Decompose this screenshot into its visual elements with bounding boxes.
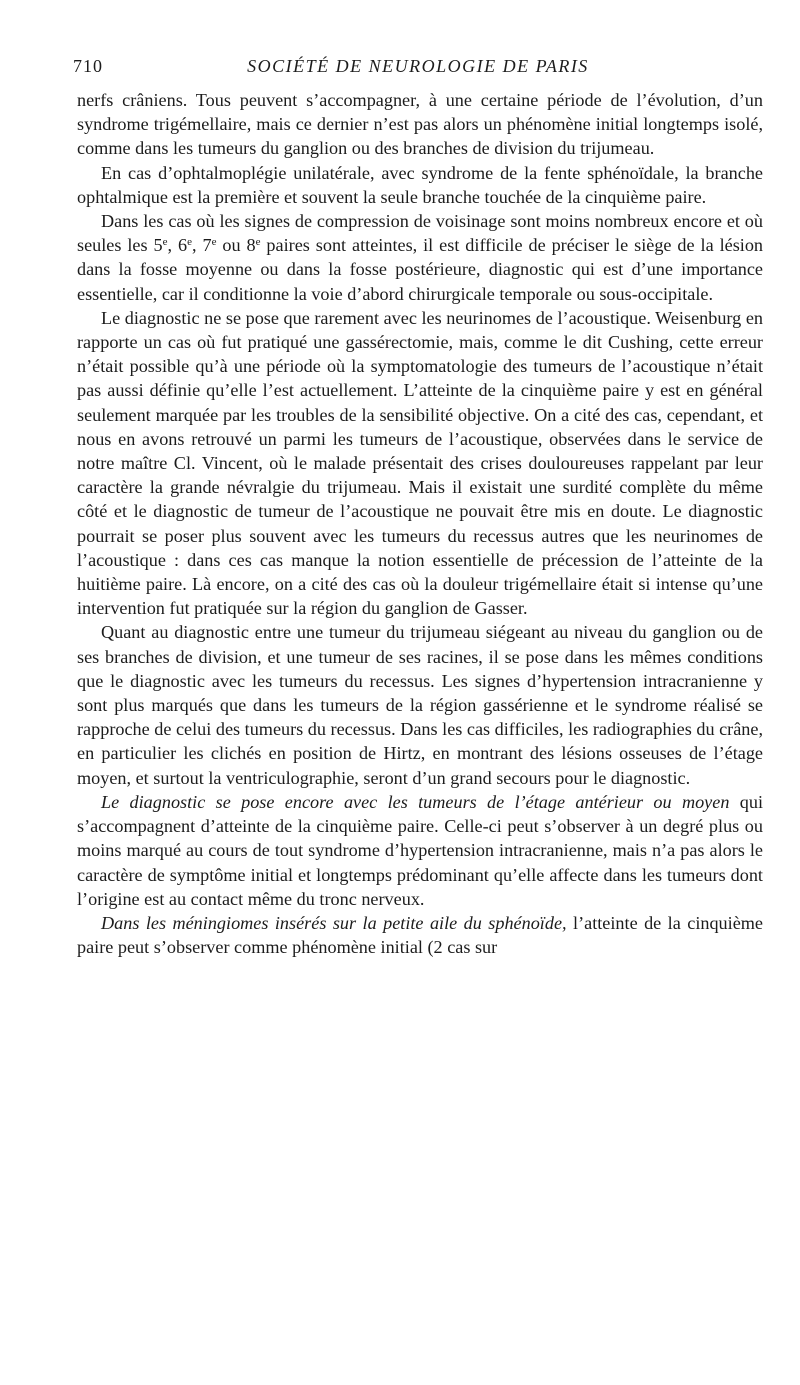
paragraph-6-italic: Le diagnostic se pose encore avec les tumeurs de l’étage antérieur ou moyen [101,791,730,812]
paragraph-3-part-2: , 6 [167,235,188,256]
paragraph-7-italic: Dans les méningiomes insérés sur la petite aile du sphénoïde, [101,912,567,933]
paragraph-3-part-3: , 7 [191,235,212,256]
paragraph-6-rest: qui s’accompagnent d’atteinte de la cinquième paire. Celle-ci peut s’observer à un degré plus ou moins marqué au cours de tout syndrome d’hypertension intracranienne, mais n’a pas alors le caractère de symptôme initial et longtemps prédominant qu’elle affecte dans les tumeurs dont l’origine est au contact même du tronc nerveux. [77,791,763,909]
paragraph-4: Le diagnostic ne se pose que rarement avec les neurinomes de l’acoustique. Weisenburg en rapporte un cas où fut pratiqué une gassérectomie, mais, comme le dit Cushing, cette erreur n’était possible qu’à une période où la symptomatologie des tumeurs de l’acoustique n’était pas aussi définie qu’elle l’est actuellement. L’atteinte de la cinquième paire y est en général seulement marquée par les troubles de la sensibilité objective. On a cité des cas, cependant, et nous en avons retrouvé un parmi les tumeurs de l’acoustique, observées dans le service de notre maître Cl. Vincent, où le malade présentait des crises douloureuses rappelant par leur caractère la grande névralgie du trijumeau. Mais il existait une surdité complète du même côté et le diagnostic de tumeur de l’acoustique ne pouvait être mis en doute. Le diagnostic pourrait se poser plus souvent avec les tumeurs du recessus autres que les neurinomes de l’acoustique : dans ces cas manque la notion essentielle de précession de l’atteinte de la huitième paire. Là encore, on a cité des cas où la douleur trigémellaire était si intense qu’une intervention fut pratiquée sur la région du ganglion de Gasser. [77,307,763,619]
ordinal-suffix: e [187,236,192,249]
paragraph-3 [77,209,763,306]
paragraph-7-rest: l’atteinte de la cinquième paire peut s’observer comme phénomène initial (2 cas sur [77,912,763,958]
paragraph-1: nerfs crâniens. Tous peuvent s’accompagner, à une certaine période de l’évolution, d’un syndrome trigémellaire, mais ce dernier n’est pas alors un phénomène initial longtemps isolé, comme dans les tumeurs du ganglion ou des branches de division du trijumeau. [77,90,763,159]
page-number: 710 [73,56,103,76]
ordinal-suffix: e [162,236,168,249]
running-head: SOCIÉTÉ DE NEUROLOGIE DE PARIS [247,56,589,76]
body-text [77,88,763,959]
paragraph-2: En cas d’ophtalmoplégie unilatérale, avec syndrome de la fente sphénoïdale, la branche ophtalmique est la première et souvent la seule branche touchée de la cinquième paire. [77,162,763,207]
paragraph-7 [77,911,763,959]
page-header [73,56,763,86]
ordinal-suffix: e [255,236,261,249]
paragraph-6 [77,790,763,911]
paragraph-3-part-5: paires sont atteintes, il est difficile de préciser le siège de la lésion dans la fosse moyenne ou dans la fosse postérieure, diagnostic qui est d’une importance essentielle, car il conditionne la voie d’abord chirurgicale temporale ou sous-occipitale. [77,235,764,304]
paragraph-3-part-1: Dans les cas où les signes de compression de voisinage sont moins nombreux encore et où seules les 5 [77,211,763,256]
paragraph-3-part-4: ou 8 [216,235,256,256]
paragraph-5: Quant au diagnostic entre une tumeur du trijumeau siégeant au niveau du ganglion ou de ses branches de division, et une tumeur de ses racines, il se pose dans les mêmes conditions que le diagnostic avec les tumeurs du recessus. Les signes d’hypertension intracranienne y sont plus marqués que dans les tumeurs de la région gassérienne et le syndrome réalisé se rapproche de celui des tumeurs du recessus. Dans les cas difficiles, les radiographies du crâne, en particulier les clichés en position de Hirtz, en montrant des lésions osseuses de l’étage moyen, et surtout la ventriculographie, seront d’un grand secours pour le diagnostic. [77,622,764,788]
ordinal-suffix: e [211,236,217,249]
